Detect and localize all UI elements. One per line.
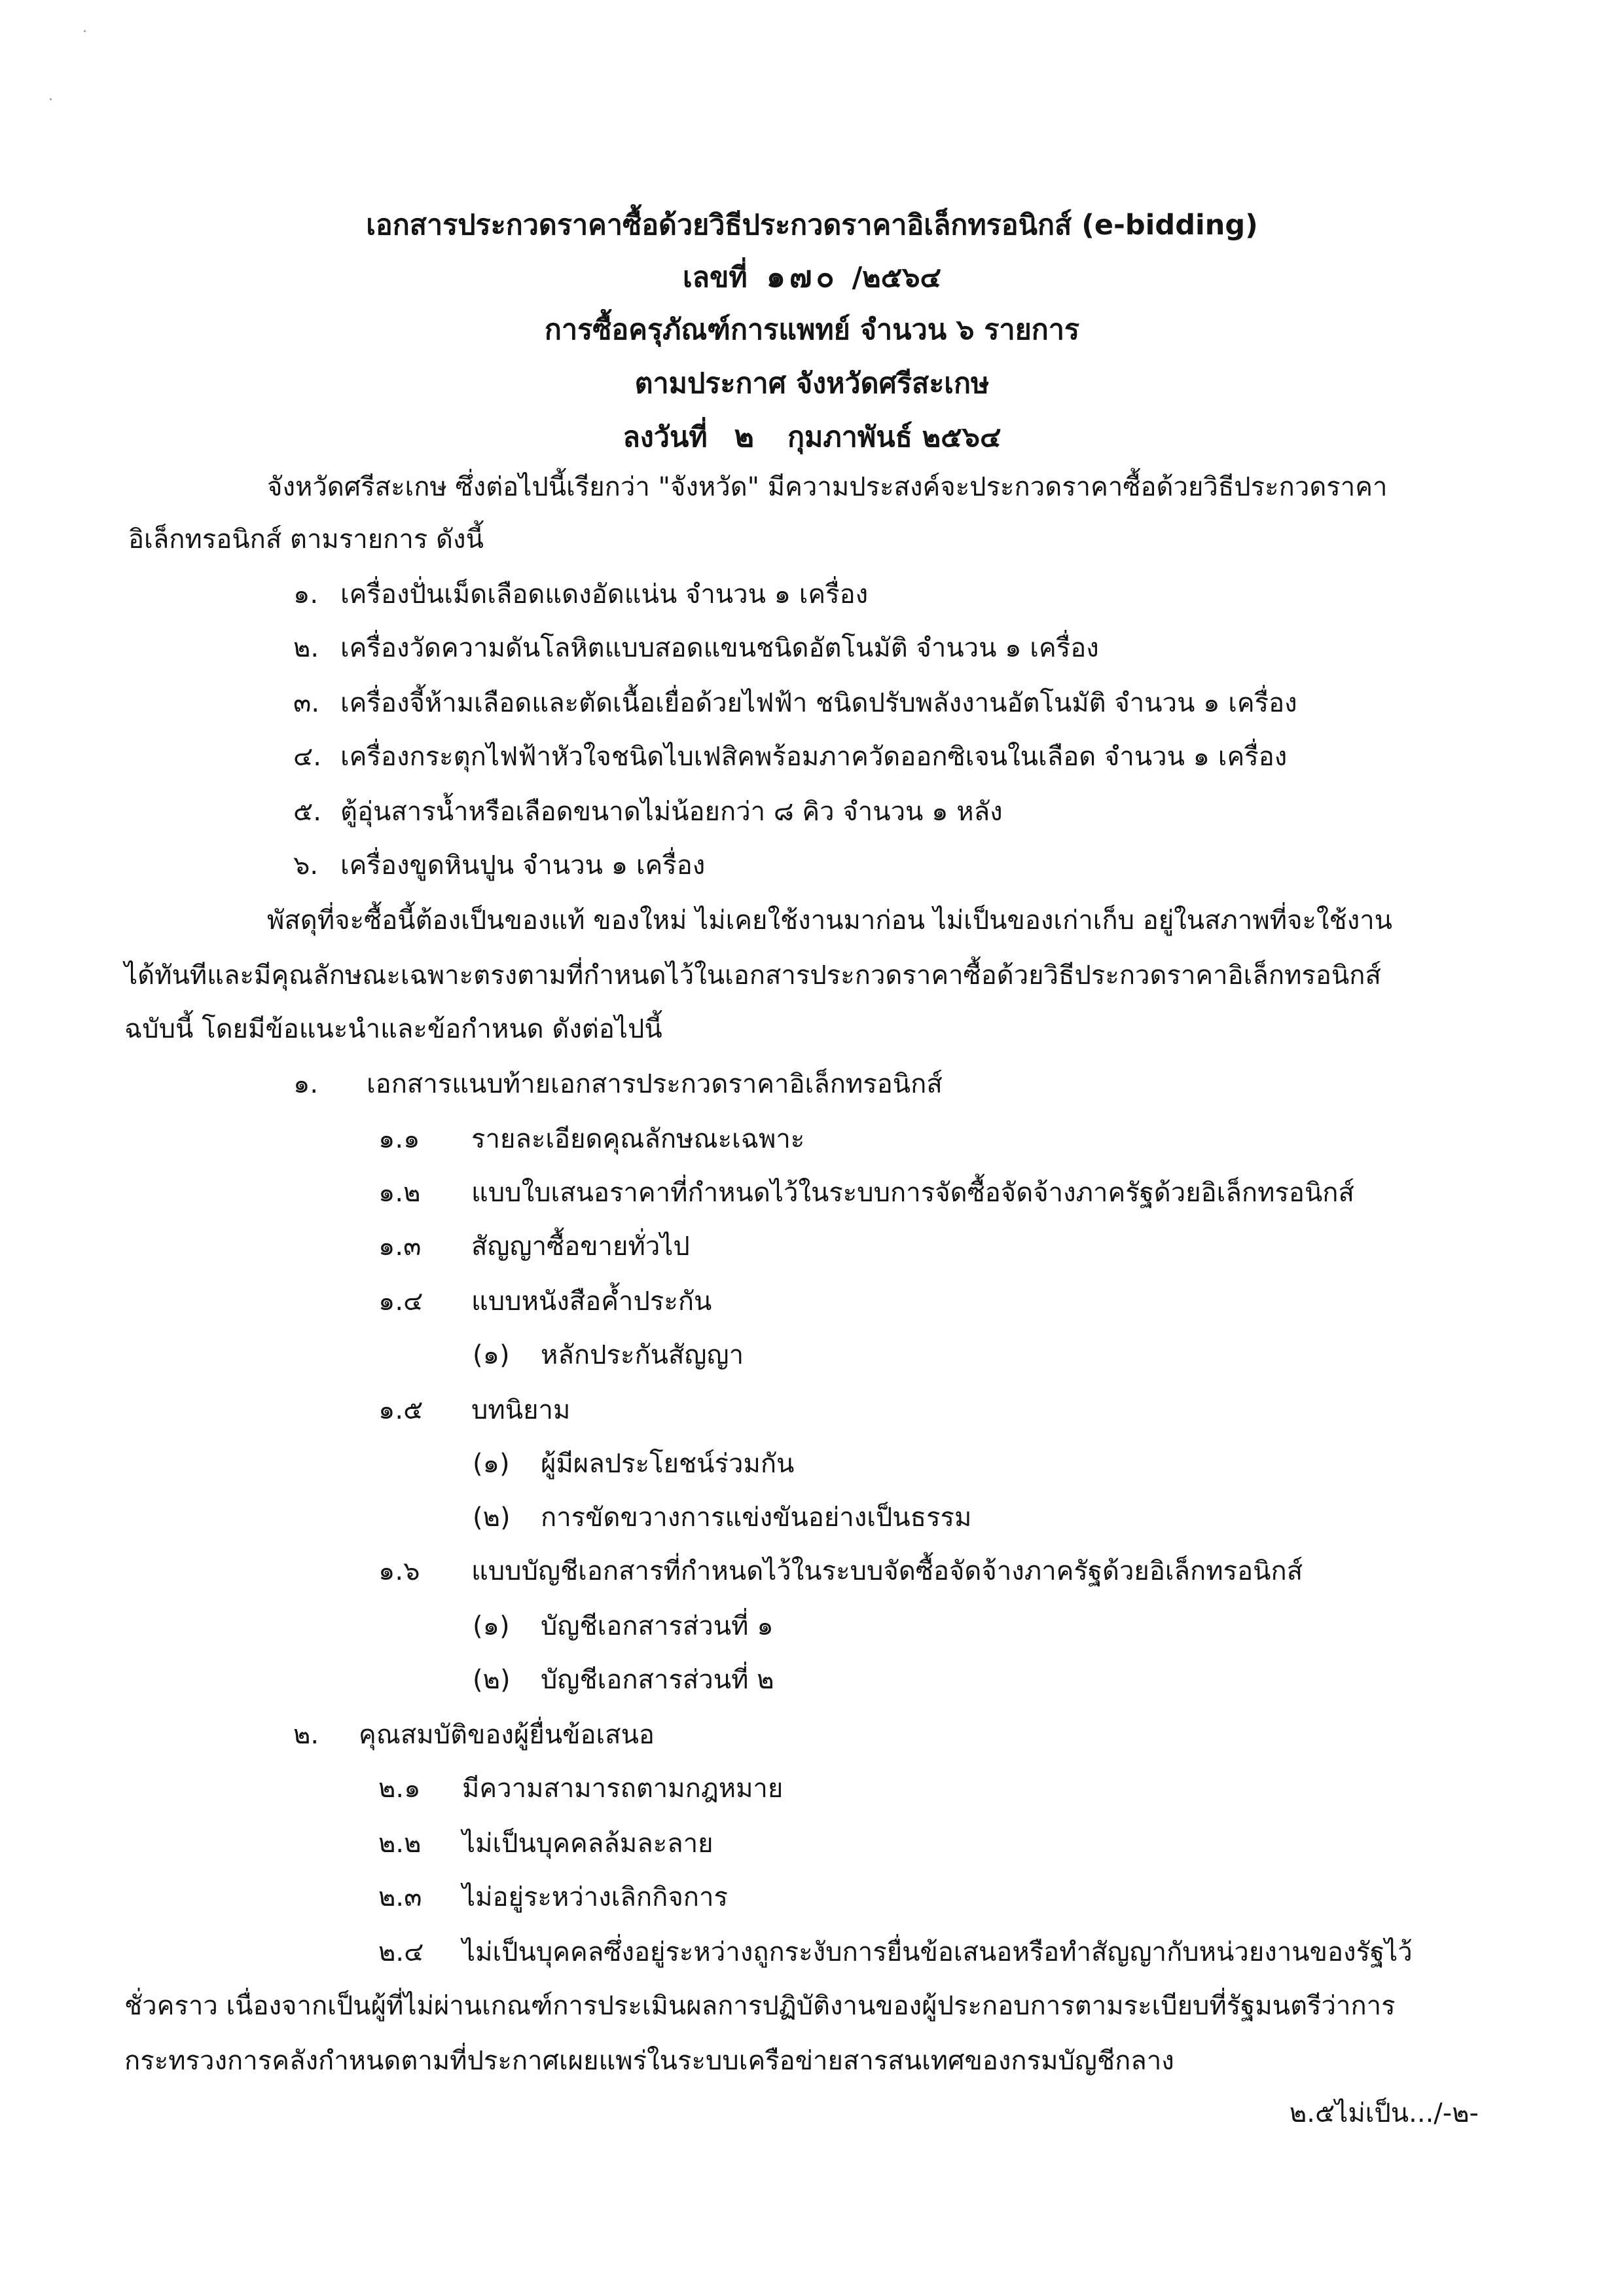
item-text: เครื่องกระตุกไฟฟ้าหัวใจชนิดไบเฟสิคพร้อมภาควัดออกซิเจนในเลือด จำนวน ๑ เครื่อง [340, 742, 1288, 772]
sub-item-number: (๑) [473, 1340, 510, 1370]
subsection-text: มีความสามารถตามกฎหมาย [462, 1774, 784, 1804]
page-continuation: ๒.๕ไม่เป็น.../-๒- [1289, 2098, 1479, 2128]
subsection-number: ๑.๖ [378, 1556, 420, 1586]
subsection-number: ๑.๓ [378, 1231, 422, 1262]
subsection-text: ไม่อยู่ระหว่างเลิกกิจการ [462, 1882, 728, 1912]
sub-item-text: บัญชีเอกสารส่วนที่ ๑ [541, 1611, 774, 1641]
subsection-text: แบบใบเสนอราคาที่กำหนดไว้ในระบบการจัดซื้อจัดจ้างภาครัฐด้วยอิเล็กทรอนิกส์ [471, 1178, 1354, 1208]
document-subject: การซื้อครุภัณฑ์การแพทย์ จำนวน ๖ รายการ [544, 314, 1080, 346]
item-text: ตู้อุ่นสารน้ำหรือเลือดขนาดไม่น้อยกว่า ๘ คิว จำนวน ๑ หลัง [340, 797, 1003, 827]
document-date [0, 418, 1624, 456]
intro-line-2: อิเล็กทรอนิกส์ ตามรายการ ดังนี้ [128, 524, 484, 555]
paragraph-line-2: ได้ทันทีและมีคุณลักษณะเฉพาะตรงตามที่กำหนดไว้ในเอกสารประกวดราคาซื้อด้วยวิธีประกวดราคาอิเล็กทรอนิกส์ [124, 960, 1381, 991]
section-title: คุณสมบัติของผู้ยื่นข้อเสนอ [359, 1720, 655, 1750]
date-day-handwritten: ๒ [734, 418, 758, 454]
sub-item-text: บัญชีเอกสารส่วนที่ ๒ [541, 1665, 774, 1695]
sub-item-number: (๒) [473, 1665, 511, 1695]
sub-item-text: การขัดขวางการแข่งขันอย่างเป็นธรรม [541, 1503, 972, 1533]
subsection-number: ๒.๔ [378, 1937, 424, 1967]
intro-line-1: จังหวัดศรีสะเกษ ซึ่งต่อไปนี้เรียกว่า "จังหวัด" มีความประสงค์จะประกวดราคาซื้อด้วยวิธีประกวดราคา [267, 472, 1388, 502]
sub-item-number: (๑) [473, 1611, 510, 1641]
item-number: ๒. [293, 633, 319, 663]
subsection-text: บทนิยาม [471, 1395, 571, 1425]
subsection-number: ๒.๑ [378, 1774, 421, 1804]
item-text: เครื่องขูดหินปูน จำนวน ๑ เครื่อง [340, 850, 706, 881]
subsection-number: ๑.๕ [378, 1395, 424, 1425]
subsection-text: แบบบัญชีเอกสารที่กำหนดไว้ในระบบจัดซื้อจัดจ้างภาครัฐด้วยอิเล็กทรอนิกส์ [471, 1556, 1303, 1586]
section-number: ๒. [293, 1720, 319, 1750]
subsection-text: รายละเอียดคุณลักษณะเฉพาะ [471, 1124, 805, 1154]
sub-item-number: (๑) [473, 1449, 510, 1479]
date-label: ลงวันที่ [623, 421, 708, 454]
item-text: เครื่องจี้ห้ามเลือดและตัดเนื้อเยื่อด้วยไฟฟ้า ชนิดปรับพลังงานอัตโนมัติ จำนวน ๑ เครื่อง [340, 688, 1297, 718]
scan-speck [84, 30, 86, 32]
document-number [0, 258, 1624, 296]
announcement-line: ตามประกาศ จังหวัดศรีสะเกษ [634, 367, 990, 400]
paragraph-line-1: พัสดุที่จะซื้อนี้ต้องเป็นของแท้ ของใหม่ ไม่เคยใช้งานมาก่อน ไม่เป็นของเก่าเก็บ อยู่ในสภาพที่จะใช้งาน [267, 905, 1393, 936]
item-text: เครื่องวัดความดันโลหิตแบบสอดแขนชนิดอัตโนมัติ จำนวน ๑ เครื่อง [340, 633, 1099, 663]
number-label: เลขที่ [682, 261, 748, 294]
number-year: /๒๕๖๔ [852, 261, 942, 294]
number-handwritten: ๑๗๐ [766, 259, 839, 294]
subsection-number: ๒.๒ [378, 1829, 422, 1859]
document-title: เอกสารประกวดราคาซื้อด้วยวิธีประกวดราคาอิเล็กทรอนิกส์ (e-bidding) [366, 209, 1258, 242]
subsection-text: ไม่เป็นบุคคลล้มละลาย [462, 1829, 713, 1859]
subsection-number: ๑.๑ [378, 1124, 420, 1154]
sub-item-text: ผู้มีผลประโยชน์ร่วมกัน [541, 1449, 795, 1479]
subsection-text: สัญญาซื้อขายทั่วไป [471, 1231, 690, 1262]
sub-item-text: หลักประกันสัญญา [541, 1340, 744, 1370]
section-number: ๑. [293, 1069, 319, 1099]
scan-speck [50, 98, 52, 100]
item-number: ๑. [293, 579, 319, 610]
section-title: เอกสารแนบท้ายเอกสารประกวดราคาอิเล็กทรอนิกส์ [367, 1069, 943, 1099]
paragraph-line-3: ฉบับนี้ โดยมีข้อแนะนำและข้อกำหนด ดังต่อไปนี้ [124, 1014, 662, 1044]
subsection-text-continued: ชั่วคราว เนื่องจากเป็นผู้ที่ไม่ผ่านเกณฑ์การประเมินผลการปฏิบัติงานของผู้ประกอบการตามระเบียบที่รัฐมนตรีว่าการ [124, 1991, 1396, 2021]
subsection-text: ไม่เป็นบุคคลซึ่งอยู่ระหว่างถูกระงับการยื่นข้อเสนอหรือทำสัญญากับหน่วยงานของรัฐไว้ [462, 1937, 1413, 1967]
subsection-number: ๑.๒ [378, 1178, 421, 1208]
subsection-text-continued: กระทรวงการคลังกำหนดตามที่ประกาศเผยแพร่ในระบบเครือข่ายสารสนเทศของกรมบัญชีกลาง [124, 2046, 1174, 2076]
item-text: เครื่องปั่นเม็ดเลือดแดงอัดแน่น จำนวน ๑ เครื่อง [340, 579, 869, 610]
date-month-year: กุมภาพันธ์ ๒๕๖๔ [787, 421, 1001, 454]
sub-item-number: (๒) [473, 1503, 511, 1533]
item-number: ๖. [293, 850, 319, 881]
subsection-number: ๑.๔ [378, 1286, 424, 1317]
item-number: ๔. [293, 742, 321, 772]
item-number: ๓. [293, 688, 320, 718]
subsection-text: แบบหนังสือค้ำประกัน [471, 1286, 712, 1317]
subsection-number: ๒.๓ [378, 1882, 422, 1912]
item-number: ๕. [293, 797, 321, 827]
